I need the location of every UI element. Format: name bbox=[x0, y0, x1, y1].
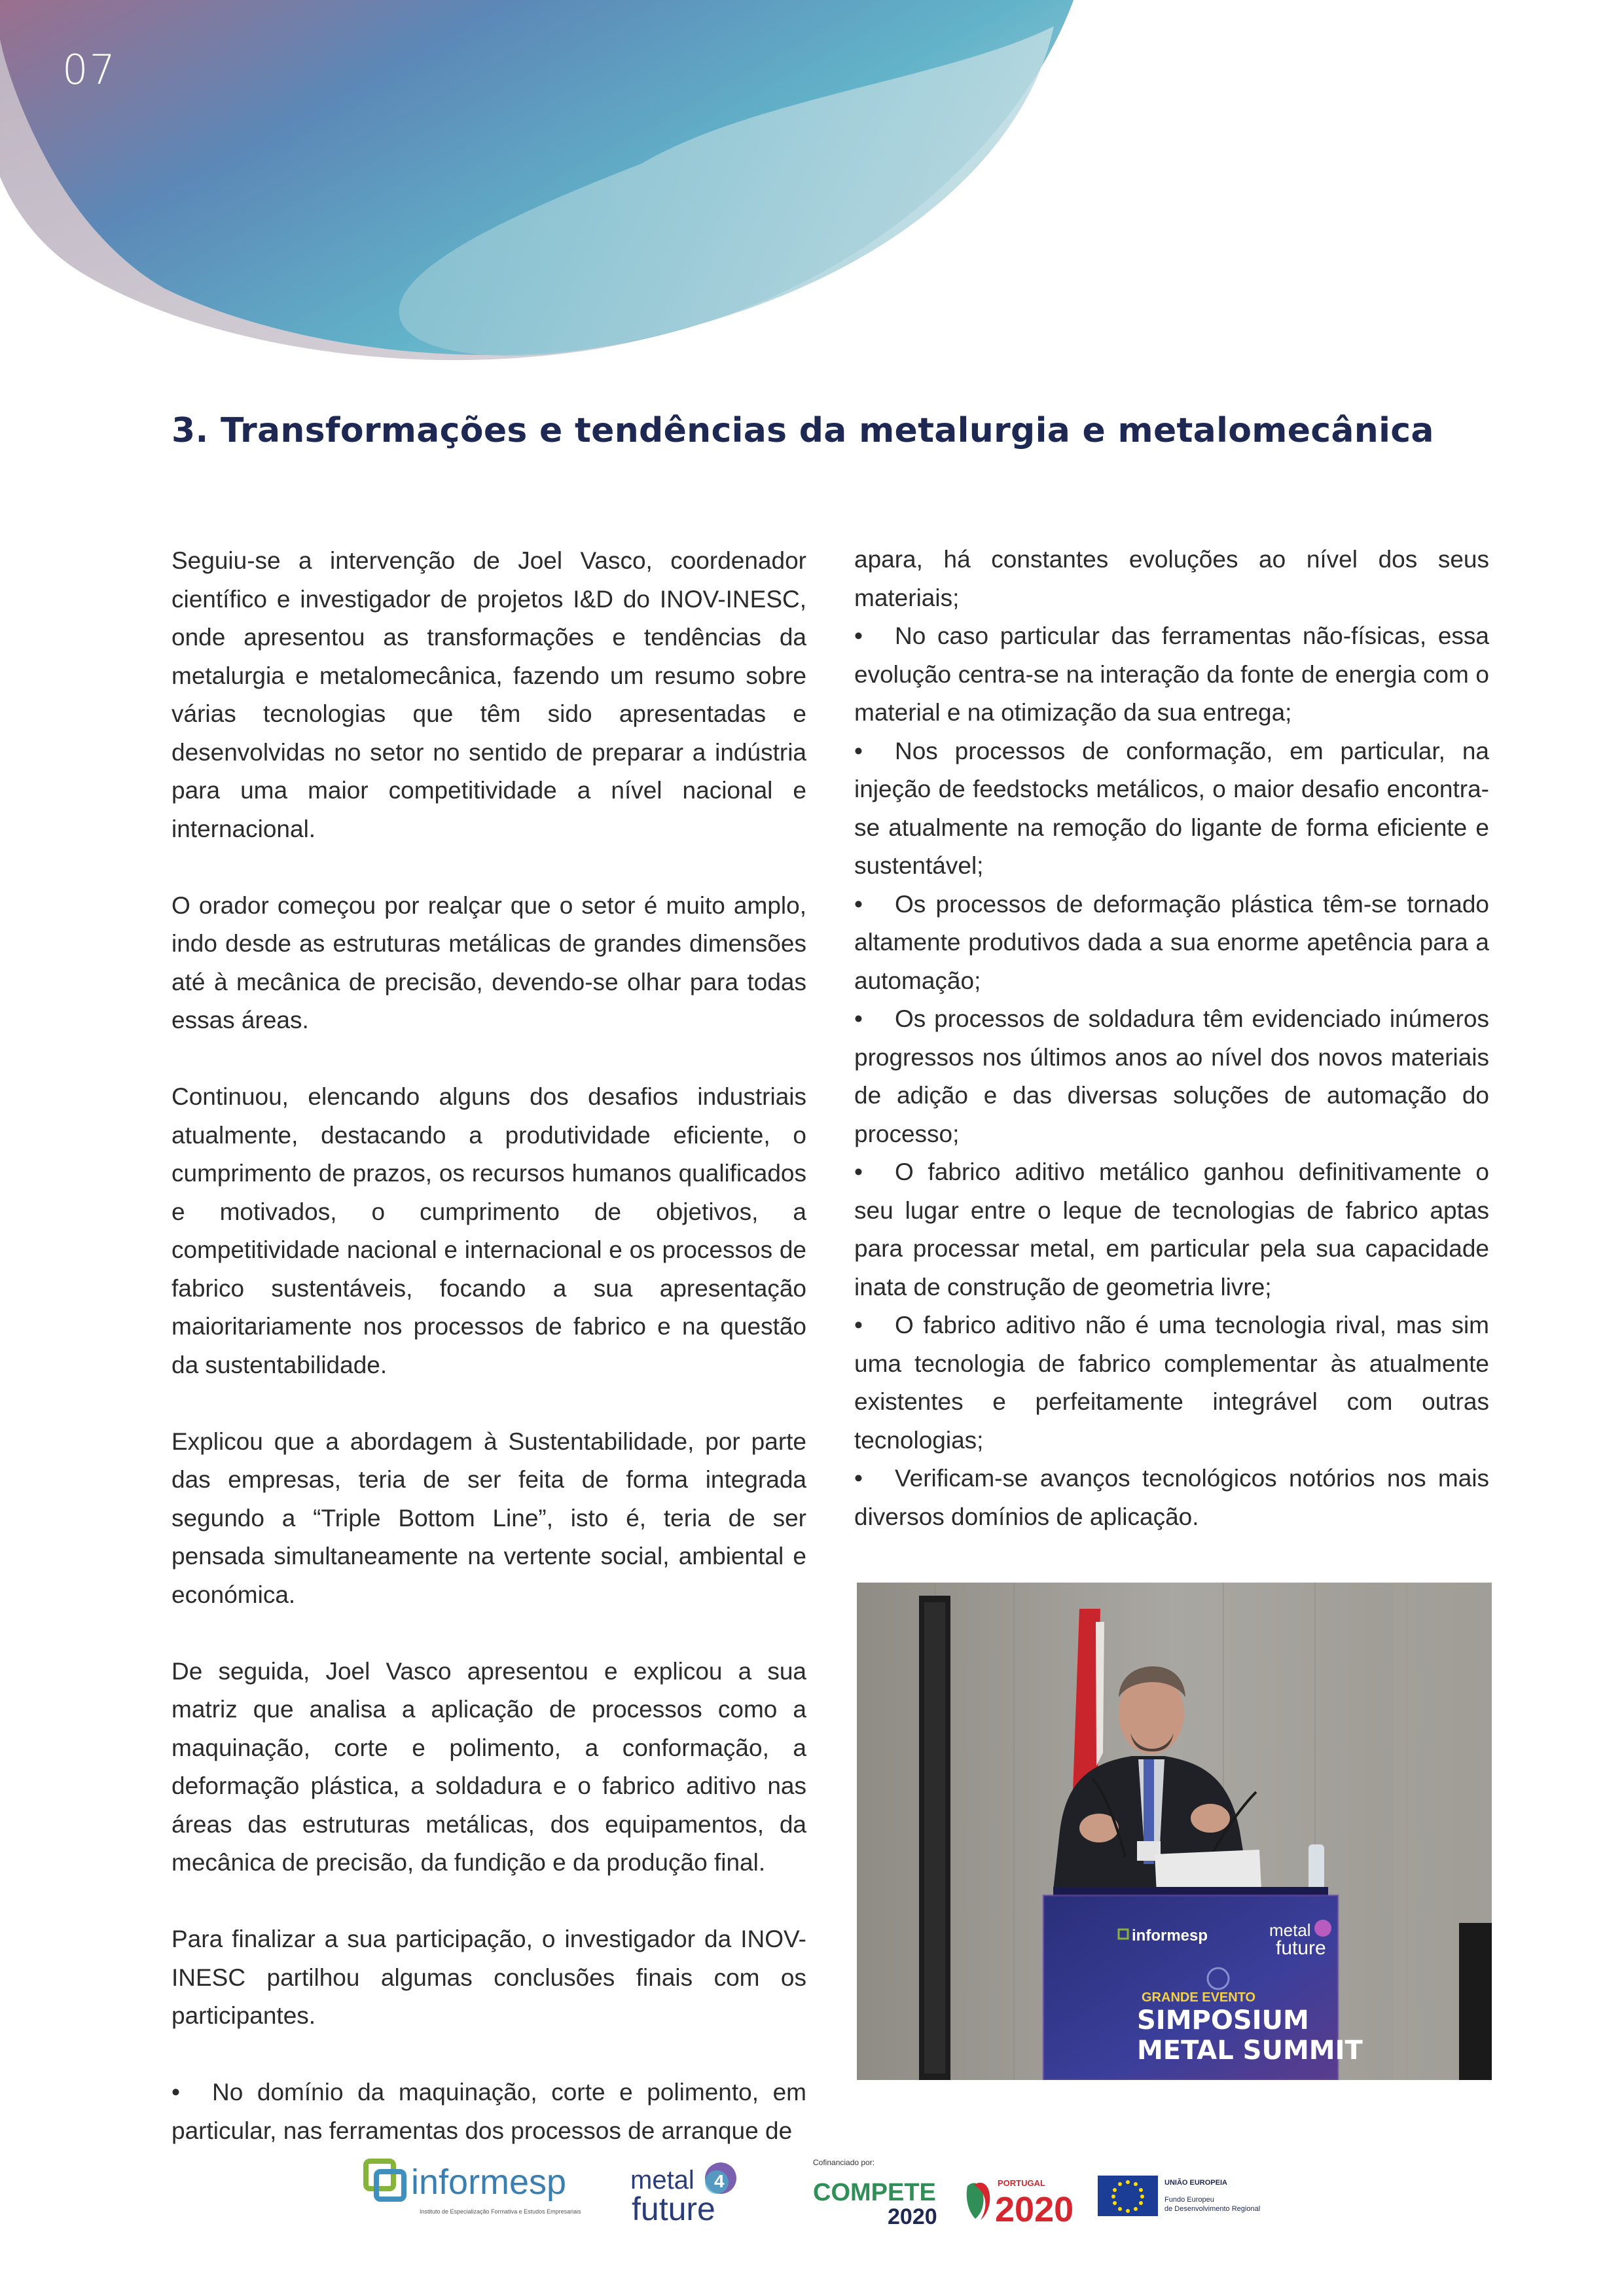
left-column bbox=[171, 542, 806, 2150]
podium-logo-text: informesp bbox=[1132, 1927, 1208, 1945]
eu-logo bbox=[1096, 2173, 1280, 2232]
paragraph: De seguida, Joel Vasco apresentou e explicou a sua matriz que analisa a aplicação de processos como a maquinação, corte e polimento, a conformação, a deformação plástica, a soldadura e o fabrico aditivo nas áreas das estruturas metálicas, dos equipamentos, da mecânica de precisão, da fundição e da produção final. bbox=[171, 1657, 806, 1876]
bullet-item bbox=[854, 617, 1489, 732]
compete2020-logo bbox=[810, 2153, 967, 2232]
bullet-item bbox=[854, 886, 1489, 1001]
bullet-icon: • bbox=[854, 890, 863, 918]
informesp-name: informesp bbox=[411, 2162, 567, 2202]
compete-name: COMPETE bbox=[813, 2179, 936, 2206]
speaker-photo bbox=[857, 1583, 1492, 2080]
bullet-item bbox=[854, 1153, 1489, 1306]
paragraph: O orador começou por realçar que o setor é muito amplo, indo desde as estruturas metálicas de grandes dimensões até à mecânica de precisão, devendo-se olhar para todas essas áreas. bbox=[171, 891, 806, 1033]
bullet-continuation: apara, há constantes evoluções ao nível dos seus materiais; bbox=[854, 546, 1489, 611]
paragraph: Continuou, elencando alguns dos desafios industriais atualmente, destacando a produtividade eficiente, o cumprimento de prazos, os recursos humanos qualificados e motivados, o cumprimento de objetivos, a competitividade nacional e internacional e os processos de fabrico sustentáveis, focando a sua apresentação maioritariamente nos processos de fabrico e na questão da sustentabilidade. bbox=[171, 1083, 806, 1378]
bullet-item bbox=[854, 1000, 1489, 1153]
bullet-icon: • bbox=[854, 1465, 863, 1492]
bullet-item bbox=[854, 1306, 1489, 1460]
header-decoration bbox=[0, 0, 1113, 367]
podium-brand-bottom: future bbox=[1276, 1937, 1326, 1959]
bullet-icon: • bbox=[854, 1158, 863, 1185]
portugal-label: PORTUGAL bbox=[998, 2178, 1045, 2188]
footer-logos bbox=[0, 2153, 1624, 2251]
eu-title: UNIÃO EUROPEIA bbox=[1164, 2179, 1227, 2187]
metal4future-logo bbox=[625, 2153, 743, 2232]
cofinanced-label: Cofinanciado por: bbox=[813, 2158, 875, 2167]
podium-event-label: GRANDE EVENTO bbox=[1142, 1990, 1256, 2005]
podium-title-1: SIMPOSIUM bbox=[1137, 2005, 1309, 2036]
paragraph: Para finalizar a sua participação, o investigador da INOV-INESC partilhou algumas conclusões finais com os participantes. bbox=[171, 1926, 806, 2029]
podium-brand-top: metal bbox=[1269, 1920, 1311, 1940]
bullet-text: No caso particular das ferramentas não-físicas, essa evolução centra-se na interação da fonte de energia com o material e na otimização da sua entrega; bbox=[854, 622, 1489, 726]
compete-year: 2020 bbox=[888, 2204, 937, 2229]
bullet-icon: • bbox=[854, 622, 863, 649]
bullet-icon: • bbox=[854, 1312, 863, 1338]
bullet-text: No domínio da maquinação, corte e polimento, em particular, nas ferramentas dos processos de arranque de bbox=[171, 2079, 806, 2144]
paragraph: Explicou que a abordagem à Sustentabilidade, por parte das empresas, teria de ser feita de forma integrada segundo a “Triple Bottom Line”, isto é, teria de ser pensada simultaneamente na vertente social, ambiental e económica. bbox=[171, 1427, 806, 1608]
metal4future-bottom: future bbox=[632, 2191, 715, 2227]
bullet-text: Os processos de soldadura têm evidenciado inúmeros progressos nos últimos anos ao nível dos novos materiais de adição e das diversas soluções de automação do processo; bbox=[854, 1005, 1489, 1147]
bullet-text: O fabrico aditivo não é uma tecnologia rival, mas sim uma tecnologia de fabrico complementar às atualmente existentes e perfeitamente integrável com outras tecnologias; bbox=[854, 1312, 1489, 1454]
bullet-text: Os processos de deformação plástica têm-se tornado altamente produtivos dada a sua enorme apetência para a automação; bbox=[854, 890, 1489, 994]
paragraph: Seguiu-se a intervenção de Joel Vasco, coordenador científico e investigador de projetos I&D do INOV-INESC, onde apresentou as transformações e tendências da metalurgia e metalomecânica, fazendo um resumo sobre várias tecnologias que têm sido apresentadas e desenvolvidas no setor no sentido de preparar a indústria para uma maior competitividade a nível nacional e internacional. bbox=[171, 547, 806, 842]
bullet-text: Nos processos de conformação, em particular, na injeção de feedstocks metálicos, o maior desafio encontra-se atualmente na remoção do ligante de forma eficiente e sustentável; bbox=[854, 737, 1489, 879]
page-number: 07 bbox=[62, 46, 117, 94]
bullet-text: O fabrico aditivo metálico ganhou definitivamente o seu lugar entre o leque de tecnologias de fabrico aptas para processar metal, em particular pela sua capacidade inata de construção de geometria livre; bbox=[854, 1158, 1489, 1300]
bullet-item bbox=[854, 1460, 1489, 1536]
bullet-item bbox=[854, 732, 1489, 886]
eu-fund-line1: Fundo Europeu bbox=[1164, 2196, 1214, 2204]
metal4future-digit: 4 bbox=[714, 2171, 725, 2191]
portugal2020-logo bbox=[962, 2166, 1087, 2232]
bullet-icon: • bbox=[854, 737, 863, 764]
bullet-icon: • bbox=[854, 1005, 863, 1032]
bullet-item bbox=[171, 2073, 806, 2150]
informesp-logo bbox=[362, 2153, 585, 2225]
informesp-tagline: Instituto de Especialização Formativa e Estudos Empresariais bbox=[420, 2208, 581, 2215]
section-heading: 3. Transformações e tendências da metalurgia e metalomecânica bbox=[171, 411, 1434, 450]
bullet-icon: • bbox=[171, 2079, 180, 2106]
podium-title-2: METAL SUMMIT bbox=[1137, 2036, 1363, 2066]
portugal-year: 2020 bbox=[995, 2190, 1074, 2229]
bullet-text: Verificam-se avanços tecnológicos notórios nos mais diversos domínios de aplicação. bbox=[854, 1465, 1489, 1530]
eu-fund-line2: de Desenvolvimento Regional bbox=[1164, 2205, 1261, 2213]
metal4future-top: metal bbox=[630, 2166, 695, 2195]
right-column bbox=[854, 541, 1489, 1536]
